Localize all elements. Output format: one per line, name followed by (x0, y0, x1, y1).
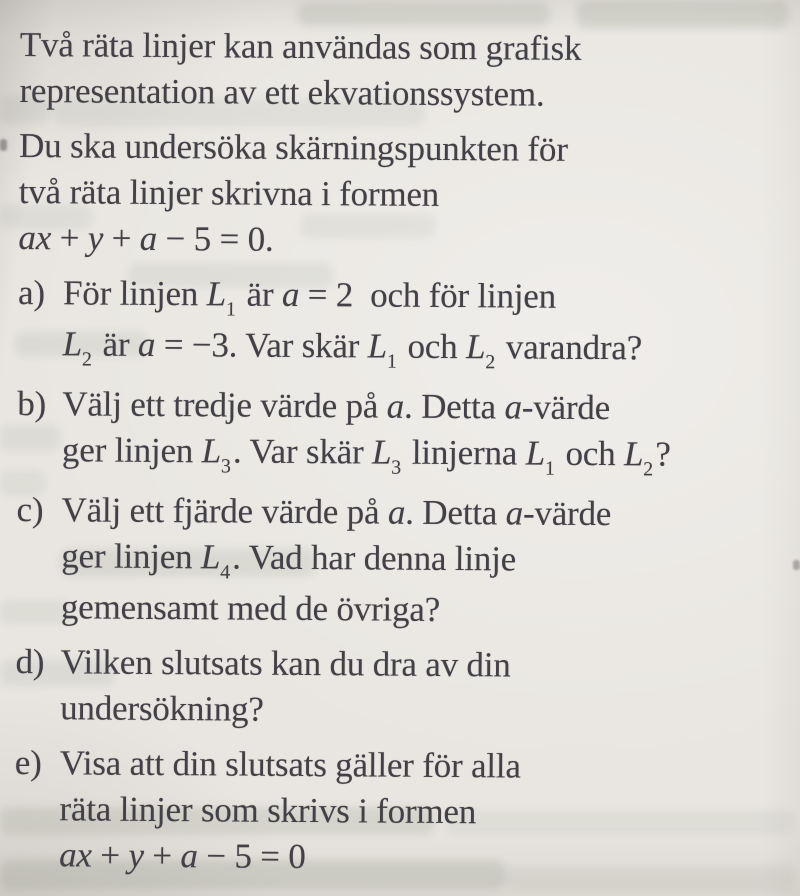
math-variable: a (505, 493, 524, 533)
math-variable: a (281, 274, 300, 314)
text-run: två räta linjer skrivna i formen (18, 171, 440, 214)
item-label: b) (17, 383, 47, 424)
subscript: 1 (544, 457, 555, 480)
text-run: För linjen (62, 273, 207, 314)
item-label: e) (14, 742, 42, 783)
text-run: + (50, 218, 88, 258)
bleed-through-smudge (298, 2, 550, 26)
text-line (59, 786, 786, 837)
text-run: varandra? (497, 327, 643, 368)
text-line (19, 68, 791, 119)
text-run: . Var skär (232, 431, 373, 472)
subscript: 3 (220, 455, 231, 478)
item-label: d) (15, 641, 45, 682)
page-edge-mark (0, 139, 7, 151)
text-run: ger linjen (61, 430, 202, 471)
text-run: och (556, 433, 625, 474)
exercise-item (18, 270, 791, 377)
text-run: Två räta linjer kan användas som grafisk (19, 24, 582, 68)
math-variable: L (623, 434, 644, 474)
text-run: är (237, 274, 283, 314)
item-label: a) (17, 272, 46, 313)
item-label: c) (16, 489, 44, 530)
paragraph (19, 22, 792, 119)
text-run: och (398, 326, 467, 367)
text-line (60, 740, 787, 791)
subscript: 2 (643, 458, 654, 481)
math-variable: L (206, 274, 227, 314)
text-line (20, 22, 792, 73)
block-body (62, 381, 790, 483)
math-variable: L (367, 326, 388, 366)
math-variable: y (87, 218, 104, 258)
math-variable: L (200, 537, 221, 577)
text-run: + (143, 835, 181, 876)
math-variable: y (128, 835, 144, 875)
text-run: gemensamt med de övriga? (60, 587, 441, 629)
text-line (19, 123, 791, 174)
math-variable: a (180, 836, 198, 876)
block-body (63, 270, 791, 377)
text-run: är (93, 324, 139, 364)
text-line (19, 169, 791, 220)
text-run: ? (655, 434, 671, 474)
math-variable: L (201, 431, 222, 471)
text-line (63, 270, 790, 326)
text-run: -värde (522, 493, 612, 534)
text-line (62, 381, 789, 432)
text-run: undersökning? (60, 688, 264, 729)
text-run: + (102, 218, 140, 258)
block-body (59, 740, 787, 883)
text-run: Vilken slutsats kan du dra av din (60, 642, 511, 685)
text-run: . Detta (403, 386, 505, 427)
math-variable: a (386, 386, 405, 426)
text-line (61, 487, 788, 538)
text-line (61, 584, 788, 635)
exercise-text (14, 22, 792, 892)
exercise-item (14, 740, 787, 883)
subscript: 2 (81, 348, 92, 371)
math-variable: a (387, 492, 406, 532)
text-line (60, 639, 787, 690)
math-variable: ax (59, 835, 92, 875)
math-variable: a (504, 387, 522, 427)
text-run: ger linjen (61, 536, 202, 577)
text-line (60, 685, 787, 736)
subscript: 2 (485, 351, 496, 374)
text-run: = −3. Var skär (155, 324, 368, 366)
text-run: representation av ett ekvationssystem. (19, 70, 545, 114)
bleed-through-smudge (577, 0, 789, 28)
text-line (63, 321, 790, 377)
block-body (18, 123, 791, 266)
text-line (61, 533, 788, 589)
block-body (61, 487, 789, 635)
text-run: + (91, 835, 129, 875)
text-line (18, 215, 790, 266)
text-run: -värde (521, 387, 611, 428)
subscript: 3 (391, 456, 402, 479)
text-run: − 5 = 0. (156, 218, 274, 259)
math-variable: L (62, 324, 83, 364)
exercise-item (16, 487, 789, 635)
math-variable: L (371, 432, 392, 472)
math-variable: ax (18, 217, 52, 258)
exercise-item (15, 639, 788, 736)
text-line (62, 427, 789, 483)
text-run: Du ska undersöka skärningspunkten för (19, 125, 568, 169)
subscript: 1 (225, 298, 236, 321)
text-run: = 2 och för linjen (299, 274, 557, 316)
text-run: . Vad har denna linje (232, 537, 517, 579)
math-variable: L (465, 327, 486, 367)
subscript: 4 (220, 561, 231, 584)
exercise-item (17, 381, 790, 483)
text-run: Välj ett fjärde värde på (61, 490, 389, 532)
paragraph (18, 123, 791, 266)
text-run: − 5 = 0 (197, 836, 306, 877)
math-variable: a (137, 324, 156, 364)
text-run: . Detta (405, 492, 506, 533)
math-variable: a (139, 218, 158, 258)
block-body (19, 22, 792, 119)
text-line (59, 832, 786, 883)
page-edge-mark (793, 560, 800, 570)
subscript: 1 (386, 350, 397, 373)
text-run: linjerna (403, 432, 526, 473)
block-body (60, 639, 788, 736)
text-run: Visa att din slutsats gäller för alla (59, 743, 521, 786)
text-run: Välj ett tredje värde på (62, 384, 387, 426)
text-run: räta linjer som skrivs i formen (59, 789, 477, 832)
math-variable: L (525, 433, 546, 473)
